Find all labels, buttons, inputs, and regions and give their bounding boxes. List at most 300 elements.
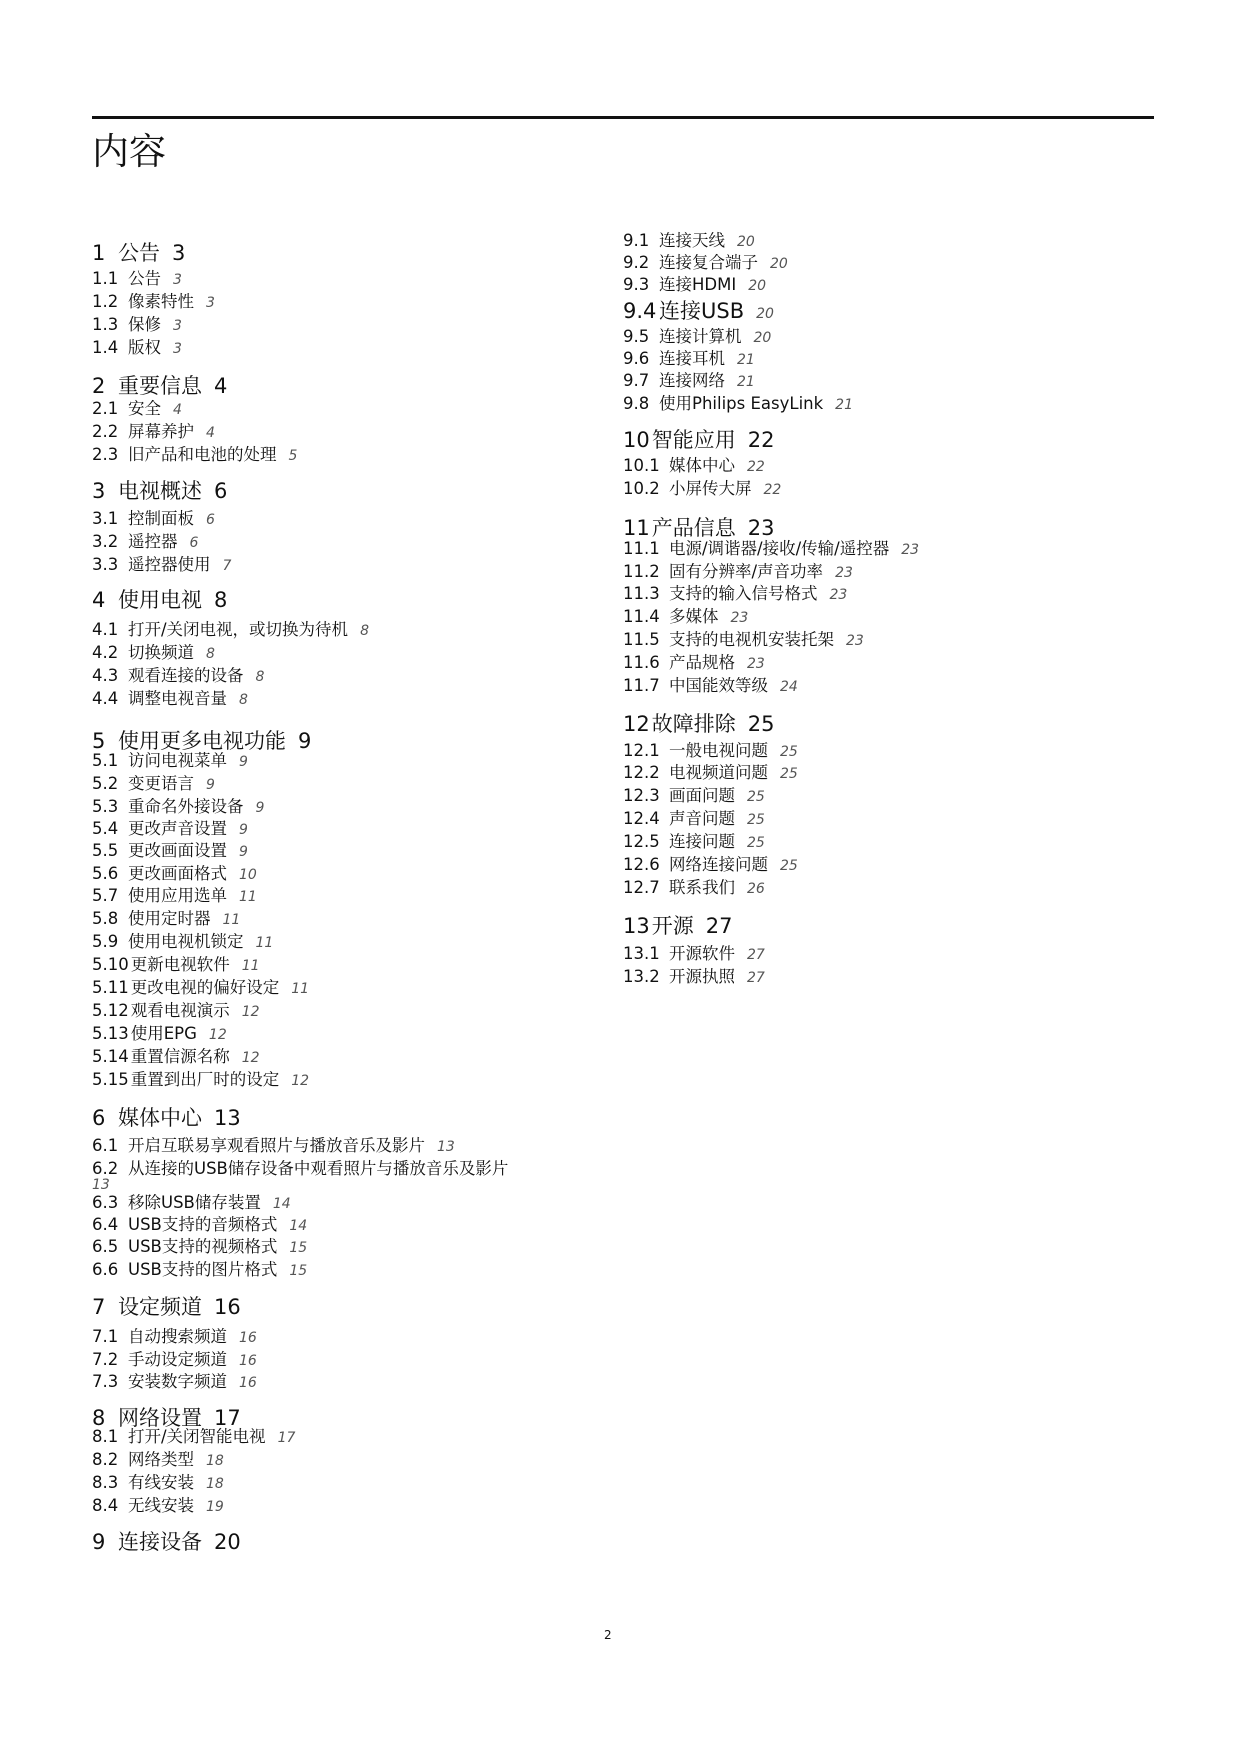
toc-entry-number: 12.4 xyxy=(623,809,660,828)
toc-entry-page: 9 xyxy=(239,822,248,838)
toc-entry-page: 27 xyxy=(747,947,765,963)
toc-entry-page: 3 xyxy=(206,295,215,311)
toc-entry[interactable] xyxy=(623,393,853,416)
toc-entry-number: 6.5 xyxy=(92,1237,119,1256)
toc-entry-number: 6.6 xyxy=(92,1260,119,1279)
toc-entry-page: 16 xyxy=(239,1330,257,1346)
toc-entry-title: 访问电视菜单 xyxy=(128,751,227,770)
toc-entry-number: 1.1 xyxy=(92,269,119,288)
toc-entry[interactable] xyxy=(623,629,864,652)
toc-entry-page: 14 xyxy=(272,1196,291,1212)
toc-entry-number: 4 xyxy=(92,588,106,612)
toc-entry[interactable] xyxy=(92,1326,257,1349)
toc-entry-number: 5.9 xyxy=(92,932,119,951)
toc-entry-title: 更改画面设置 xyxy=(128,841,227,860)
toc-entry-title: 故障排除 xyxy=(651,712,736,736)
toc-entry-page: 6 xyxy=(206,512,215,528)
toc-entry[interactable] xyxy=(92,421,215,444)
toc-entry-number: 11.6 xyxy=(623,653,660,672)
toc-entry-page: 25 xyxy=(780,766,798,782)
toc-entry-page: 25 xyxy=(747,835,765,851)
toc-entry-title: 切换频道 xyxy=(128,643,194,662)
toc-entry[interactable] xyxy=(92,1236,307,1259)
toc-entry-title: 电源/调谐器/接收/传输/遥控器 xyxy=(669,539,890,558)
toc-entry-number: 1 xyxy=(92,241,106,265)
toc-entry-title: 使用应用选单 xyxy=(128,886,227,905)
toc-entry-number: 8 xyxy=(92,1406,106,1430)
toc-entry-number: 12.6 xyxy=(623,855,660,874)
toc-entry-title: 支持的输入信号格式 xyxy=(669,584,818,603)
toc-entry-title: 连接耳机 xyxy=(659,349,725,368)
toc-entry-page: 4 xyxy=(206,425,215,441)
toc-entry-number: 9.4 xyxy=(623,299,657,323)
toc-entry-number: 4.2 xyxy=(92,643,119,662)
toc-entry[interactable] xyxy=(623,652,765,675)
toc-chapter[interactable] xyxy=(92,1294,241,1320)
toc-entry-number: 4.4 xyxy=(92,689,119,708)
toc-entry-number: 10 xyxy=(623,428,650,452)
toc-entry[interactable] xyxy=(92,508,215,531)
toc-entry-number: 5.6 xyxy=(92,864,119,883)
toc-entry-title: 遥控器 xyxy=(128,532,178,551)
toc-entry[interactable] xyxy=(623,455,765,478)
toc-entry-page: 4 xyxy=(214,374,228,398)
toc-entry-page: 6 xyxy=(189,535,199,551)
toc-entry-number: 13.1 xyxy=(623,944,660,963)
toc-entry-number: 9.3 xyxy=(623,275,650,294)
toc-entry-title: 屏幕养护 xyxy=(128,422,194,441)
toc-entry[interactable] xyxy=(623,230,755,253)
toc-entry-number: 2.1 xyxy=(92,399,119,418)
toc-entry-page: 15 xyxy=(289,1240,308,1256)
toc-entry-number: 5 xyxy=(92,729,106,753)
toc-entry-page: 8 xyxy=(239,692,248,708)
toc-entry-title: 开源执照 xyxy=(669,967,735,986)
toc-entry-title: 电视频道问题 xyxy=(669,763,768,782)
toc-entry-page: 6 xyxy=(214,479,228,503)
toc-entry[interactable] xyxy=(92,931,273,954)
toc-entry-page: 13 xyxy=(437,1139,455,1155)
toc-entry-page: 23 xyxy=(747,656,765,672)
toc-entry-page: 20 xyxy=(753,330,772,346)
toc-entry-title: 使用电视 xyxy=(118,588,202,612)
toc-entry-number: 9 xyxy=(92,1530,106,1554)
toc-entry[interactable] xyxy=(92,688,248,711)
toc-entry-page: 20 xyxy=(214,1530,241,1554)
toc-entry-number: 7.1 xyxy=(92,1327,119,1346)
toc-entry[interactable] xyxy=(92,1449,224,1472)
toc-entry-title: 重置信源名称 xyxy=(130,1047,230,1066)
toc-entry[interactable] xyxy=(623,583,847,606)
toc-entry-title: 版权 xyxy=(128,338,161,357)
toc-entry-title: 公告 xyxy=(118,241,160,265)
toc-entry-number: 5.10 xyxy=(92,955,129,974)
toc-entry-page: 9 xyxy=(298,729,312,753)
toc-entry[interactable] xyxy=(92,885,257,908)
toc-entry-number: 2.2 xyxy=(92,422,119,441)
toc-chapter[interactable] xyxy=(92,1529,241,1555)
toc-entry-page: 23 xyxy=(829,587,848,603)
toc-entry[interactable] xyxy=(623,740,798,763)
toc-entry[interactable] xyxy=(92,908,240,931)
toc-entry-title: 观看电视演示 xyxy=(130,1001,230,1020)
toc-entry[interactable] xyxy=(92,1046,260,1069)
toc-chapter[interactable] xyxy=(92,478,227,504)
toc-entry-page: 20 xyxy=(748,278,767,294)
toc-entry[interactable] xyxy=(92,531,198,554)
toc-entry-title: 电视概述 xyxy=(118,479,202,503)
toc-entry-page: 16 xyxy=(239,1375,257,1391)
toc-entry-number: 3.2 xyxy=(92,532,119,551)
toc-entry-number: 5.4 xyxy=(92,819,119,838)
toc-entry-number: 2.3 xyxy=(92,445,119,464)
toc-entry-title: 更新电视软件 xyxy=(130,955,230,974)
toc-entry-title: 安全 xyxy=(128,399,161,418)
toc-entry[interactable] xyxy=(92,337,182,360)
toc-entry-number: 9.2 xyxy=(623,253,650,272)
toc-entry-page: 25 xyxy=(780,858,798,874)
toc-entry[interactable] xyxy=(623,252,788,275)
toc-entry-page: 22 xyxy=(747,428,775,452)
toc-entry[interactable] xyxy=(623,785,765,808)
toc-entry[interactable] xyxy=(92,554,231,577)
toc-entry-number: 12.5 xyxy=(623,832,660,851)
toc-entry-title: 从连接的USB储存设备中观看照片与播放音乐及影片 xyxy=(128,1159,509,1178)
toc-entry-number: 13 xyxy=(623,914,650,938)
toc-entry[interactable] xyxy=(92,444,297,467)
toc-entry-number: 11.3 xyxy=(623,584,660,603)
toc-entry-page: 17 xyxy=(277,1430,296,1446)
toc-entry-title: 旧产品和电池的处理 xyxy=(128,445,277,464)
toc-entry-page: 26 xyxy=(747,881,765,897)
toc-entry-number: 12.7 xyxy=(623,878,660,897)
toc-entry-page: 3 xyxy=(173,341,182,357)
toc-entry-number: 12.3 xyxy=(623,786,660,805)
toc-entry-title: 固有分辨率/声音功率 xyxy=(669,562,824,581)
toc-entry[interactable] xyxy=(623,478,781,501)
toc-entry-number: 9.5 xyxy=(623,327,650,346)
toc-entry[interactable] xyxy=(92,1023,227,1046)
toc-entry-page: 4 xyxy=(173,402,182,418)
toc-entry-number: 6.1 xyxy=(92,1136,119,1155)
toc-entry-title: 安装数字频道 xyxy=(128,1372,227,1391)
toc-entry-title: 观看连接的设备 xyxy=(128,666,244,685)
header-rule xyxy=(92,116,1154,119)
toc-entry-number: 8.4 xyxy=(92,1496,119,1515)
toc-entry[interactable] xyxy=(92,796,264,819)
toc-entry-page: 22 xyxy=(763,482,782,498)
toc-entry-title: 调整电视音量 xyxy=(128,689,227,708)
toc-entry-title: 使用更多电视功能 xyxy=(118,729,286,753)
toc-entry-page: 9 xyxy=(239,754,248,770)
toc-chapter[interactable] xyxy=(623,427,774,453)
toc-entry-number: 9.7 xyxy=(623,371,650,390)
toc-entry-title: 一般电视问题 xyxy=(669,741,768,760)
toc-entry-page: 21 xyxy=(737,374,755,390)
toc-entry-page: 19 xyxy=(206,1499,224,1515)
toc-entry[interactable] xyxy=(623,808,765,831)
toc-entry-number: 10.2 xyxy=(623,479,660,498)
toc-entry-number: 4.1 xyxy=(92,620,119,639)
toc-entry-title: 中国能效等级 xyxy=(669,676,768,695)
toc-chapter[interactable] xyxy=(92,587,227,613)
toc-entry-title: 使用电视机锁定 xyxy=(128,932,244,951)
toc-entry-number: 5.12 xyxy=(92,1001,129,1020)
toc-entry-number: 12.2 xyxy=(623,763,660,782)
toc-entry-title: 连接复合端子 xyxy=(659,253,758,272)
toc-entry-number: 9.8 xyxy=(623,394,650,413)
toc-entry-number: 11.7 xyxy=(623,676,660,695)
toc-entry-title: 多媒体 xyxy=(669,607,719,626)
toc-entry-number: 5.1 xyxy=(92,751,119,770)
toc-entry[interactable] xyxy=(92,268,182,291)
toc-entry-title: 手动设定频道 xyxy=(128,1350,227,1369)
toc-entry-number: 6.3 xyxy=(92,1193,119,1212)
toc-entry-page: 8 xyxy=(255,669,265,685)
toc-entry-page: 11 xyxy=(241,958,260,974)
toc-entry-title: 连接天线 xyxy=(659,231,725,250)
toc-entry[interactable] xyxy=(623,966,765,989)
toc-entry-title: 更改声音设置 xyxy=(128,819,227,838)
toc-entry-title: 开源软件 xyxy=(669,944,735,963)
toc-entry-page: 23 xyxy=(747,516,775,540)
toc-entry[interactable] xyxy=(623,762,798,785)
toc-entry-page: 5 xyxy=(288,448,298,464)
toc-entry-number: 11.4 xyxy=(623,607,660,626)
toc-entry-number: 3.3 xyxy=(92,555,119,574)
toc-entry-page: 17 xyxy=(214,1406,241,1430)
toc-entry[interactable] xyxy=(92,1371,257,1394)
toc-entry[interactable] xyxy=(92,1495,224,1518)
toc-entry-title: 连接USB xyxy=(659,299,745,323)
toc-entry-number: 8.3 xyxy=(92,1473,119,1492)
toc-entry[interactable] xyxy=(623,538,919,561)
toc-chapter[interactable] xyxy=(92,1105,241,1131)
toc-entry-title: 重命名外接设备 xyxy=(128,797,244,816)
toc-entry-title: 画面问题 xyxy=(669,786,735,805)
toc-entry-page: 13 xyxy=(92,1177,110,1193)
toc-entry-number: 11.1 xyxy=(623,539,660,558)
toc-entry[interactable] xyxy=(92,1349,257,1372)
toc-entry-title: 遥控器使用 xyxy=(128,555,211,574)
toc-entry-number: 5.14 xyxy=(92,1047,129,1066)
toc-entry[interactable] xyxy=(92,1000,260,1023)
toc-entry[interactable] xyxy=(623,606,748,629)
page-title: 内容 xyxy=(92,130,166,173)
toc-entry-page: 9 xyxy=(239,844,248,860)
toc-entry-number: 11.5 xyxy=(623,630,660,649)
toc-entry[interactable] xyxy=(623,561,853,584)
toc-entry-number: 11.2 xyxy=(623,562,660,581)
toc-entry-page: 25 xyxy=(747,789,765,805)
toc-chapter[interactable] xyxy=(623,913,732,939)
toc-entry[interactable] xyxy=(623,854,798,877)
toc-entry-title: 移除USB储存装置 xyxy=(128,1193,261,1212)
toc-entry[interactable] xyxy=(623,675,798,698)
toc-entry-title: 使用EPG xyxy=(130,1024,197,1043)
toc-entry-title: 连接问题 xyxy=(669,832,735,851)
toc-entry[interactable] xyxy=(92,1259,307,1282)
toc-entry-title: 无线安装 xyxy=(128,1496,194,1515)
page-number: 2 xyxy=(604,1628,612,1642)
toc-entry-page: 21 xyxy=(835,397,853,413)
toc-entry[interactable] xyxy=(623,943,765,966)
toc-entry[interactable] xyxy=(92,314,182,337)
toc-entry-title: 联系我们 xyxy=(669,878,735,897)
toc-entry-page: 23 xyxy=(835,565,853,581)
toc-entry-title: 产品规格 xyxy=(669,653,735,672)
toc-entry-page: 11 xyxy=(222,912,241,928)
toc-entry-title: 更改电视的偏好设定 xyxy=(130,978,280,997)
toc-entry-number: 5.7 xyxy=(92,886,119,905)
toc-entry-title: 重置到出厂时的设定 xyxy=(130,1070,280,1089)
toc-entry-number: 5.3 xyxy=(92,797,119,816)
toc-entry[interactable] xyxy=(92,1214,307,1237)
toc-entry-page: 16 xyxy=(239,1353,257,1369)
toc-entry-number: 9.6 xyxy=(623,349,650,368)
toc-entry[interactable] xyxy=(92,863,257,886)
toc-entry-title: 使用Philips EasyLink xyxy=(659,394,824,413)
toc-entry-page: 27 xyxy=(747,970,765,986)
toc-entry-title: USB支持的视频格式 xyxy=(128,1237,278,1256)
toc-entry[interactable] xyxy=(92,1069,309,1092)
toc-entry-title: 自动搜索频道 xyxy=(128,1327,227,1346)
toc-entry-title: 控制面板 xyxy=(128,509,194,528)
toc-entry-number: 8.2 xyxy=(92,1450,119,1469)
toc-entry-number: 7.3 xyxy=(92,1372,119,1391)
toc-entry-page: 18 xyxy=(206,1476,224,1492)
toc-entry[interactable] xyxy=(623,326,771,349)
toc-chapter[interactable] xyxy=(623,711,774,737)
toc-entry-page: 8 xyxy=(206,646,215,662)
toc-entry[interactable] xyxy=(623,877,765,900)
toc-entry-page: 12 xyxy=(241,1050,260,1066)
toc-entry-title: 变更语言 xyxy=(128,774,194,793)
toc-entry-title: 连接设备 xyxy=(118,1530,202,1554)
toc-entry-title: 媒体中心 xyxy=(118,1106,202,1130)
toc-entry[interactable] xyxy=(92,619,369,642)
toc-entry-title: 网络类型 xyxy=(128,1450,194,1469)
toc-entry-title: 打开/关闭智能电视 xyxy=(128,1427,266,1446)
toc-entry-number: 7 xyxy=(92,1295,106,1319)
toc-entry-number: 7.2 xyxy=(92,1350,119,1369)
toc-entry-number: 3.1 xyxy=(92,509,119,528)
toc-entry-page: 24 xyxy=(780,679,798,695)
toc-entry-title: 有线安装 xyxy=(128,1473,194,1492)
toc-entry-title: 连接网络 xyxy=(659,371,725,390)
toc-entry-page: 3 xyxy=(172,241,186,265)
toc-entry[interactable] xyxy=(92,398,182,421)
toc-entry-number: 6.2 xyxy=(92,1159,119,1178)
toc-entry-page: 13 xyxy=(214,1106,241,1130)
toc-entry-page: 12 xyxy=(208,1027,227,1043)
toc-entry[interactable] xyxy=(92,818,248,841)
toc-entry-title: 支持的电视机安装托架 xyxy=(669,630,834,649)
toc-entry-title: 连接HDMI xyxy=(659,275,737,294)
toc-entry-number: 2 xyxy=(92,374,106,398)
toc-entry[interactable] xyxy=(92,840,248,863)
toc-entry-number: 6.4 xyxy=(92,1215,119,1234)
toc-entry-title: USB支持的音频格式 xyxy=(128,1215,278,1234)
toc-entry-title: 网络连接问题 xyxy=(669,855,768,874)
toc-entry[interactable] xyxy=(623,831,765,854)
toc-entry-number: 1.3 xyxy=(92,315,119,334)
toc-entry-page: 12 xyxy=(291,1073,310,1089)
toc-entry[interactable] xyxy=(623,298,774,327)
toc-entry[interactable] xyxy=(623,274,766,297)
toc-entry-number: 5.2 xyxy=(92,774,119,793)
toc-chapter[interactable] xyxy=(92,240,185,266)
toc-entry-number: 3 xyxy=(92,479,106,503)
toc-entry-page: 25 xyxy=(747,712,775,736)
toc-entry-page: 22 xyxy=(747,459,765,475)
toc-entry-page: 8 xyxy=(214,588,228,612)
toc-entry-number: 1.2 xyxy=(92,292,119,311)
toc-entry-number: 12 xyxy=(623,712,650,736)
toc-entry-page: 11 xyxy=(255,935,274,951)
toc-entry[interactable] xyxy=(92,750,248,773)
toc-entry-page: 9 xyxy=(206,777,215,793)
toc-entry-title: 连接计算机 xyxy=(659,327,742,346)
toc-entry-page: 25 xyxy=(747,812,765,828)
toc-entry-title: 像素特性 xyxy=(128,292,194,311)
toc-entry-page: 23 xyxy=(846,633,864,649)
toc-entry-title: 声音问题 xyxy=(669,809,735,828)
toc-entry-page: 20 xyxy=(770,256,788,272)
toc-entry[interactable] xyxy=(92,1426,295,1449)
toc-entry-title: 小屏传大屏 xyxy=(669,479,752,498)
toc-entry-page: 11 xyxy=(239,889,257,905)
toc-entry-number: 13.2 xyxy=(623,967,660,986)
toc-entry-number: 5.5 xyxy=(92,841,119,860)
toc-entry-number: 11 xyxy=(623,516,650,540)
toc-entry-title: 保修 xyxy=(128,315,161,334)
toc-entry-page: 20 xyxy=(756,306,774,322)
toc-entry-number: 6 xyxy=(92,1106,106,1130)
toc-entry-title: 开启互联易享观看照片与播放音乐及影片 xyxy=(128,1136,425,1155)
toc-entry-number: 10.1 xyxy=(623,456,660,475)
toc-entry[interactable] xyxy=(92,291,215,314)
toc-entry-page: 20 xyxy=(737,234,755,250)
toc-entry[interactable] xyxy=(92,1472,224,1495)
toc-entry-title: 开源 xyxy=(651,914,694,938)
toc-entry-page: 11 xyxy=(291,981,310,997)
toc-entry[interactable] xyxy=(92,642,215,665)
toc-entry-title: 打开/关闭电视，或切换为待机 xyxy=(128,620,349,639)
toc-entry-page: 16 xyxy=(214,1295,241,1319)
toc-entry-page: 27 xyxy=(705,914,733,938)
toc-entry-page: 3 xyxy=(173,272,182,288)
toc-entry[interactable] xyxy=(623,370,755,393)
toc-entry-title: 网络设置 xyxy=(118,1406,202,1430)
toc-entry-title: USB支持的图片格式 xyxy=(128,1260,278,1279)
toc-entry[interactable] xyxy=(92,773,215,796)
toc-entry-page: 10 xyxy=(239,867,257,883)
toc-entry[interactable] xyxy=(623,348,755,371)
toc-entry[interactable] xyxy=(92,977,309,1000)
toc-entry-page: 9 xyxy=(255,800,265,816)
toc-entry[interactable] xyxy=(92,1192,291,1215)
toc-entry[interactable] xyxy=(92,1158,508,1180)
toc-entry-title: 使用定时器 xyxy=(128,909,211,928)
toc-entry-page: 3 xyxy=(173,318,182,334)
toc-entry[interactable] xyxy=(92,954,260,977)
toc-entry[interactable] xyxy=(92,665,264,688)
toc-entry-title: 公告 xyxy=(128,269,161,288)
toc-entry[interactable] xyxy=(92,1135,455,1158)
toc-entry-number: 1.4 xyxy=(92,338,119,357)
toc-chapter[interactable] xyxy=(92,373,227,399)
